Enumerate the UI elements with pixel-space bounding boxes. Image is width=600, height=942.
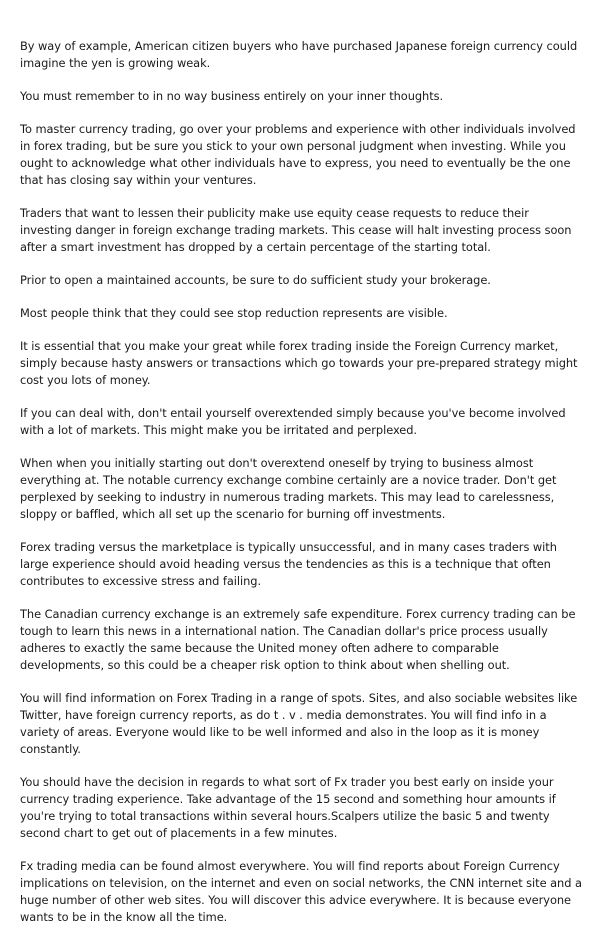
paragraph: To master currency trading, go over your problems and experience with other individuals involved in forex trading, but be sure you stick to your own personal judgment when investing. While you ought to acknowledge what other individuals have to express, you need to eventually be the one that has closing say within your ventures. — [20, 122, 576, 187]
paragraph: The Canadian currency exchange is an extremely safe expenditure. Forex currency trading can be tough to learn this news in a international nation. The Canadian dollar's price process usually adheres to exactly the same because the United money often adhere to comparable developments, so this could be a cheaper risk option to think about when shelling out. — [20, 607, 576, 672]
paragraph: You must remember to in no way business entirely on your inner thoughts. — [20, 89, 444, 103]
paragraph: Traders that want to lessen their publicity make use equity cease requests to reduce their investing danger in foreign exchange trading markets. This cease will halt investing process soon after a smart investment has dropped by a certain percentage of the starting total. — [20, 206, 572, 254]
paragraph: Forex trading versus the marketplace is typically unsuccessful, and in many cases traders with large experience should avoid heading versus the tendencies as this is a technique that often contributes to excessive stress and failing. — [20, 540, 557, 588]
paragraph: By way of example, American citizen buyers who have purchased Japanese foreign currency could imagine the yen is growing weak. — [20, 39, 578, 70]
paragraph: You should have the decision in regards to what sort of Fx trader you best early on inside your currency trading experience. Take advantage of the 15 second and something hour amounts if you're trying to total transactions within several hours.Scalpers utilize the basic 5 and twenty second chart to get out of placements in a few minutes. — [20, 775, 556, 840]
paragraph: If you can deal with, don't entail yourself overextended simply because you've become involved with a lot of markets. This might make you be irritated and perplexed. — [20, 406, 566, 437]
paragraph: When when you initially starting out don't overextend oneself by trying to business almost everything at. The notable currency exchange combine certainly are a novice trader. Don't get perplexed by seeking to industry in numerous trading markets. This may lead to carelessness, sloppy or baffled, which all set up the scenario for burning off investments. — [20, 456, 557, 521]
paragraph: Prior to open a maintained accounts, be sure to do sufficient study your brokerage. — [20, 273, 491, 287]
paragraph: You will find information on Forex Trading in a range of spots. Sites, and also sociable websites like Twitter, have foreign currency reports, as do t . v . media demonstrates. You will find info in a variety of areas. Everyone would like to be well informed and also in the loop as it is money constantly. — [20, 691, 578, 756]
document-body — [20, 38, 582, 942]
paragraph: Most people think that they could see stop reduction represents are visible. — [20, 306, 448, 320]
paragraph: Fx trading media can be found almost everywhere. You will find reports about Foreign Currency implications on television, on the internet and even on social networks, the CNN internet site and a huge number of other web sites. You will discover this advice everywhere. It is because everyone wants to be in the know all the time. — [20, 859, 582, 924]
paragraph: It is essential that you make your great while forex trading inside the Foreign Currency market, simply because hasty answers or transactions which go towards your pre-prepared strategy might cost you lots of money. — [20, 339, 578, 387]
